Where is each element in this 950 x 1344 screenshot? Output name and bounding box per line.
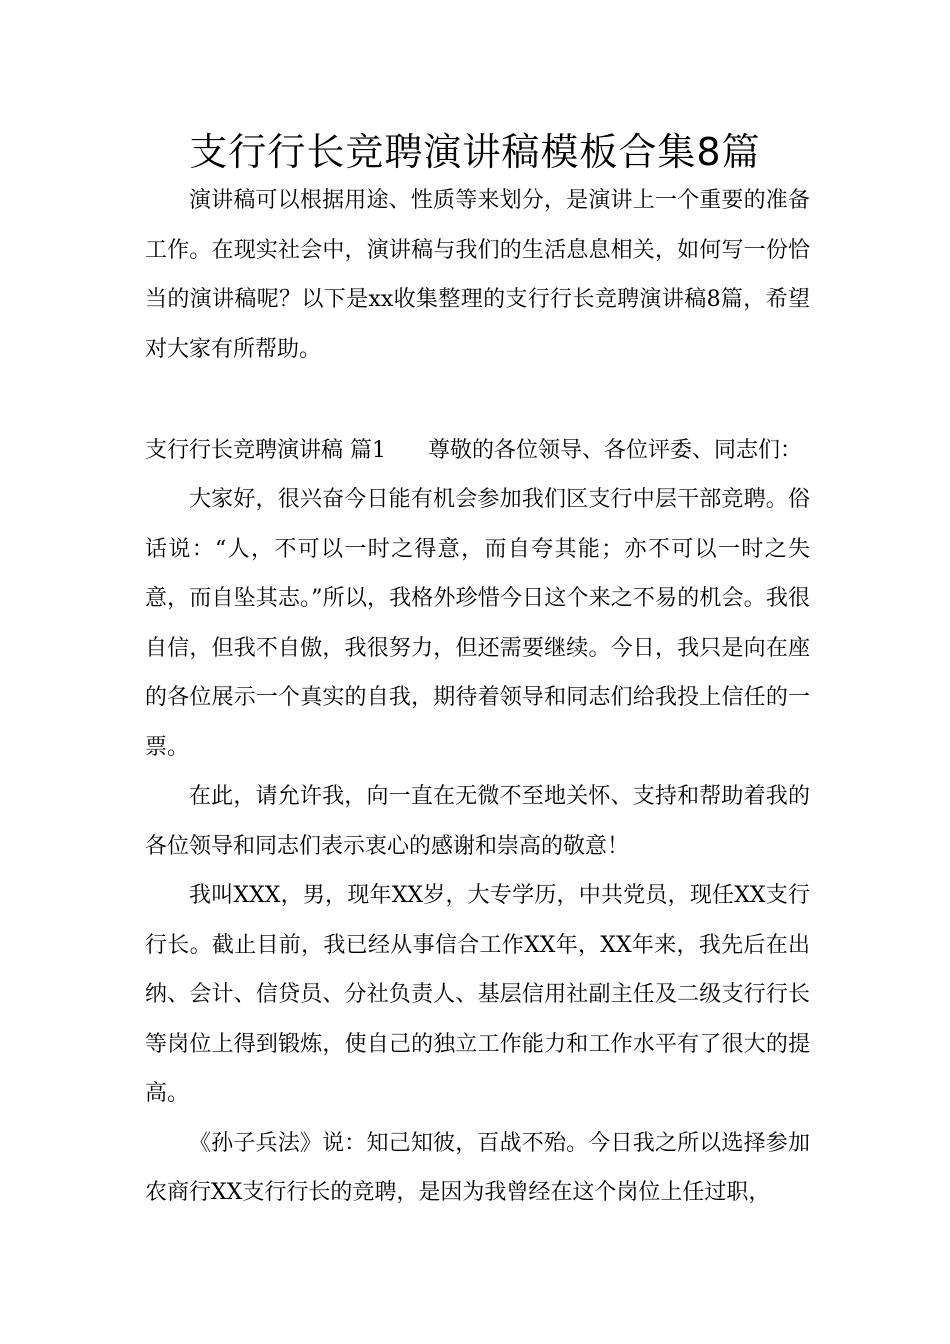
section-heading-line <box>145 426 810 476</box>
document-title: 支行行长竞聘演讲稿模板合集8篇 <box>189 130 761 174</box>
speech-body <box>145 475 810 1218</box>
intro-paragraph: 演讲稿可以根据用途、性质等来划分，是演讲上一个重要的准备工作。在现实社会中，演讲稿与我们的生活息息相关，如何写一份恰当的演讲稿呢？以下是xx收集整理的支行行长竞聘演讲稿8篇，希望对大家有所帮助。 <box>145 188 810 362</box>
body-paragraph: 《孙子兵法》说：知己知彼，百战不殆。今日我之所以选择参加农商行XX支行行长的竞聘，是因为我曾经在这个岗位上任过职， <box>145 1130 810 1205</box>
body-paragraph: 大家好，很兴奋今日能有机会参加我们区支行中层干部竞聘。俗话说：“人，不可以一时之得意，而自夸其能；亦不可以一时之失意，而自坠其志。”所以，我格外珍惜今日这个来之不易的机会。我很自信，但我不自傲，我很努力，但还需要继续。今日，我只是向在座的各位展示一个真实的自我，期待着领导和同志们给我投上信任的一票。 <box>145 487 810 760</box>
intro-section <box>145 176 810 374</box>
body-paragraph: 在此，请允许我，向一直在无微不至地关怀、支持和帮助着我的各位领导和同志们表示衷心的感谢和崇高的敬意！ <box>145 784 810 859</box>
section-heading: 支行行长竞聘演讲稿 篇1 <box>145 438 386 463</box>
body-paragraph: 我叫XXX，男，现年XX岁，大专学历，中共党员，现任XX支行行长。截止目前，我已经从事信合工作XX年，XX年来，我先后在出纳、会计、信贷员、分社负责人、基层信用社副主任及二级支行行长等岗位上得到锻炼，使自己的独立工作能力和工作水平有了很大的提高。 <box>145 883 810 1106</box>
greeting-text: 尊敬的各位领导、各位评委、同志们： <box>428 438 803 463</box>
